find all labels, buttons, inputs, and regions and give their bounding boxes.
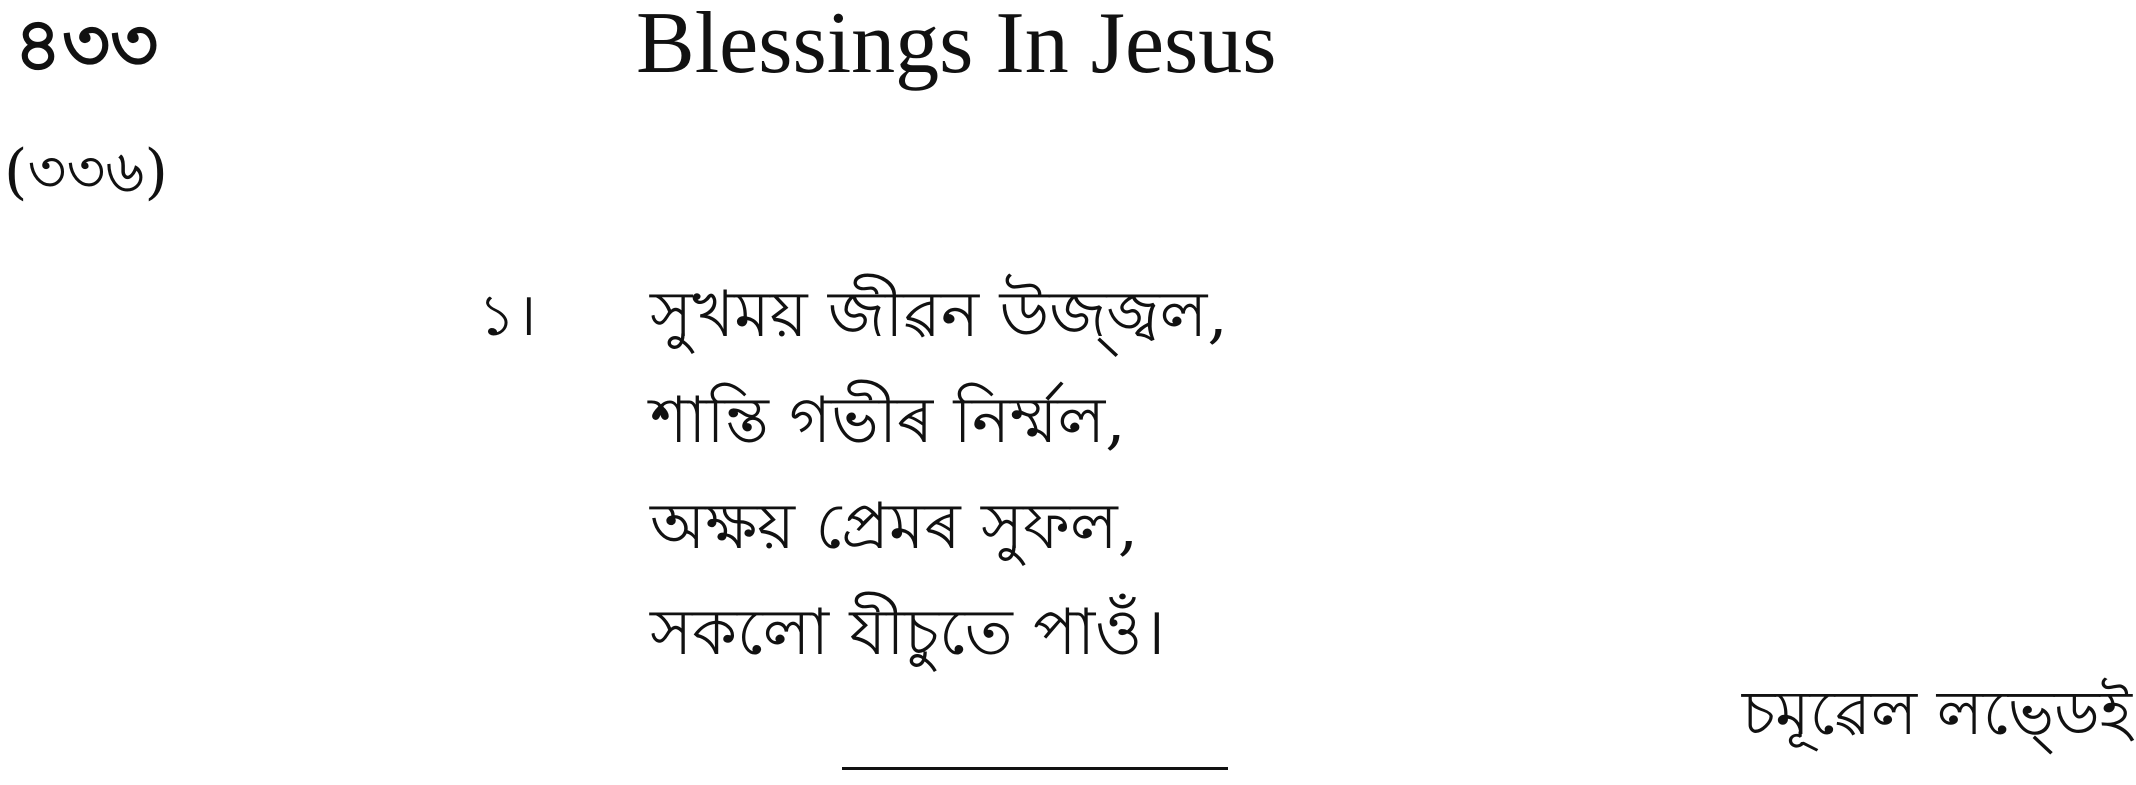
verse-line: সুখময় জীৱন উজ্জ্বল,: [650, 278, 1228, 352]
verse-line: সকলো যীচুতে পাওঁ।: [650, 596, 1166, 670]
hymn-title: Blessings In Jesus: [636, 0, 1277, 92]
old-hymn-number: (৩৩৬): [4, 137, 168, 207]
author-name: চমূৱেল লভ্ডেই: [1741, 676, 2132, 749]
verse-line: শান্তি গভীৰ নিৰ্ম্মল,: [650, 384, 1126, 458]
hymn-number: ৪৩৩: [14, 2, 159, 88]
verse-lines: [650, 262, 1228, 686]
section-divider: [842, 767, 1228, 770]
verse-line: অক্ষয় প্ৰেমৰ সুফল,: [650, 490, 1139, 564]
verse-number: ১।: [478, 281, 537, 349]
